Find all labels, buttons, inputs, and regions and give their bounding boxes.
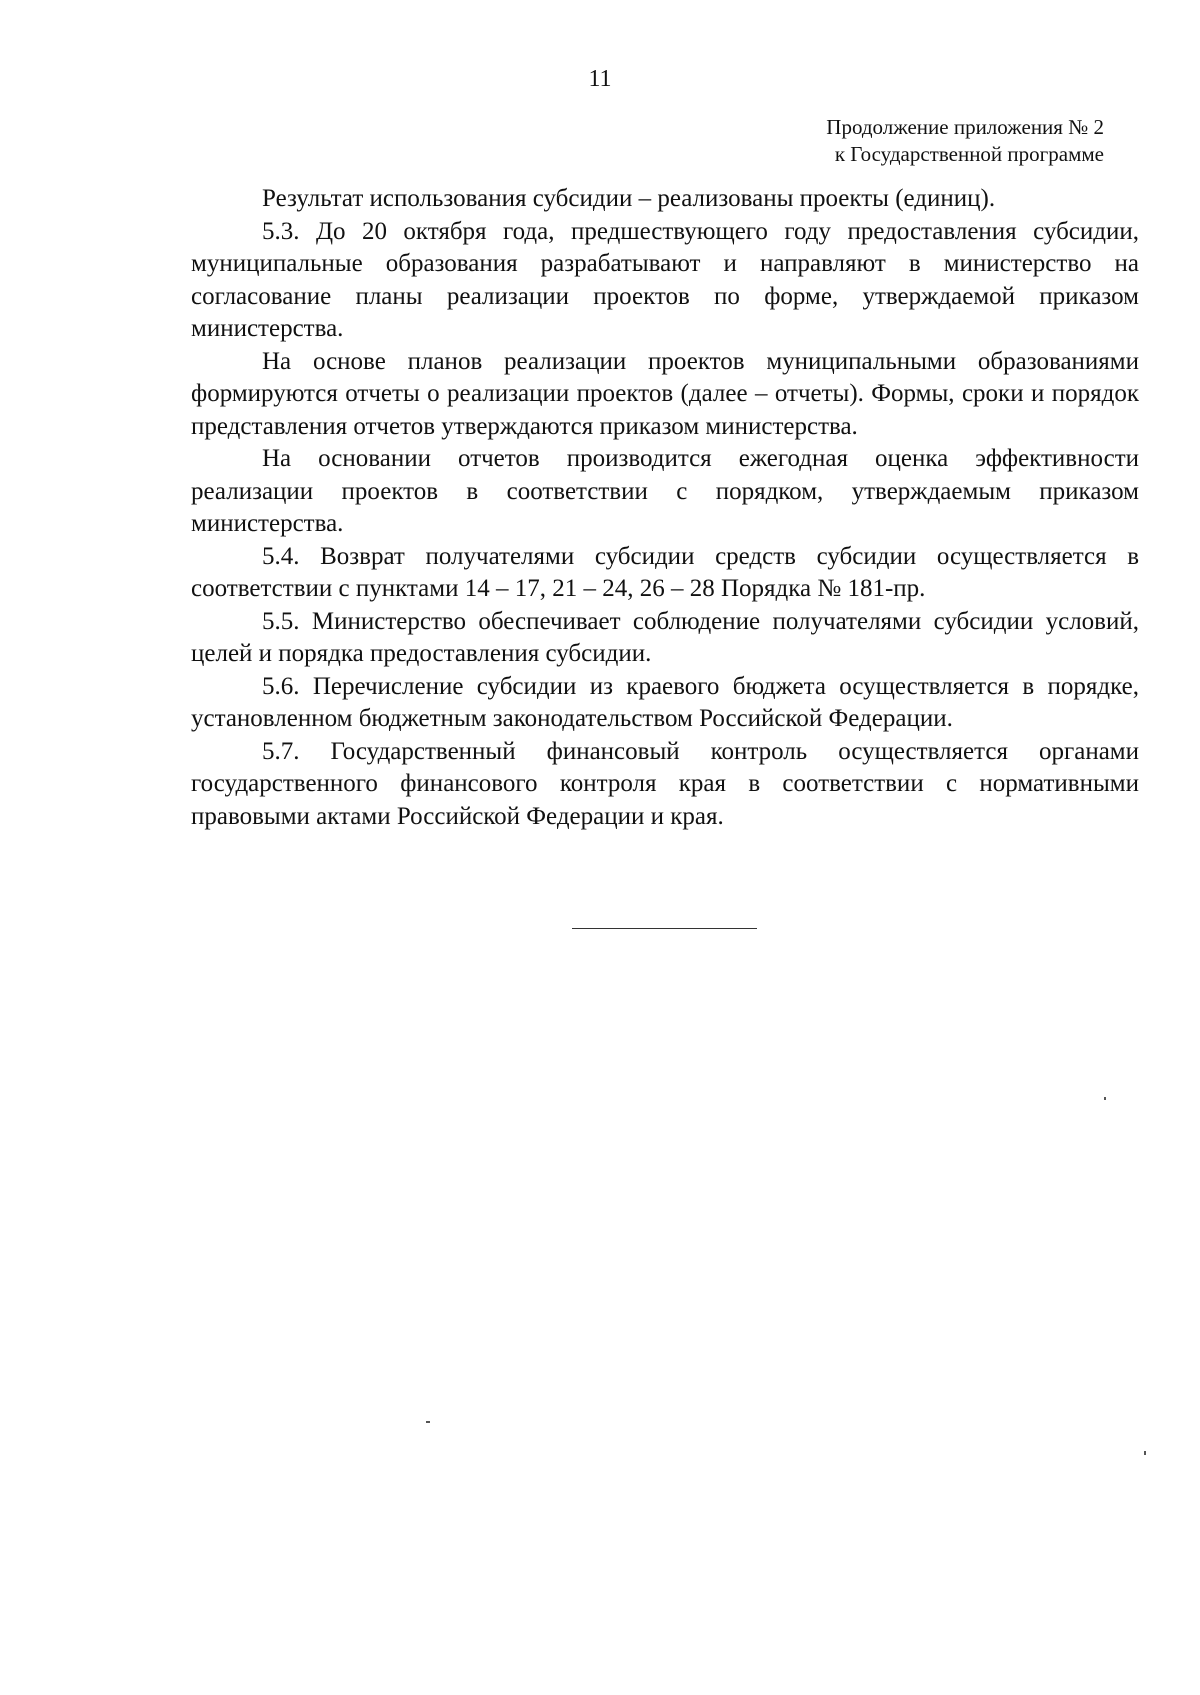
paragraph-5-5: 5.5. Министерство обеспечивает соблюдение получателями субсидии условий, целей и порядка предоставления субсидии. (191, 607, 1139, 667)
appendix-header (826, 114, 1104, 168)
end-of-text-rule (572, 928, 757, 929)
paragraph-5-7: 5.7. Государственный финансовый контроль осуществляется органами государственного финансового контроля края в соответствии с нормативными правовыми актами Российской Федерации и края. (191, 737, 1139, 830)
paragraph-5-3: 5.3. До 20 октября года, предшествующего году предоставления субсидии, муниципальные образования разрабатывают и направляют в министерство на согласование планы реализации проектов по форме, утверждаемой приказом министерства. (191, 217, 1139, 342)
paragraph-5-6: 5.6. Перечисление субсидии из краевого бюджета осуществляется в порядке, установленном бюджетным законодательством Российской Федерации. (191, 672, 1139, 732)
document-body (191, 183, 1139, 833)
paragraph-reports: На основе планов реализации проектов муниципальными образованиями формируются отчеты о реализации проектов (далее – отчеты). Формы, сроки и порядок представления отчетов утверждаются приказом министерства. (191, 347, 1139, 440)
page-number: 11 (588, 66, 612, 92)
paragraph-evaluation: На основании отчетов производится ежегодная оценка эффективности реализации проектов в соответствии с порядком, утверждаемым приказом министерства. (191, 445, 1139, 537)
scan-speck (426, 1421, 430, 1423)
paragraph-result: Результат использования субсидии – реализованы проекты (единиц). (262, 185, 996, 212)
appendix-header-line-2: к Государственной программе (834, 142, 1104, 166)
paragraph-5-4: 5.4. Возврат получателями субсидии средств субсидии осуществляется в соответствии с пунктами 14 – 17, 21 – 24, 26 – 28 Порядка № 181-пр. (191, 542, 1139, 602)
appendix-header-line-1: Продолжение приложения № 2 (826, 115, 1104, 139)
scan-speck (1144, 1451, 1146, 1455)
scan-speck (1104, 1097, 1106, 1100)
